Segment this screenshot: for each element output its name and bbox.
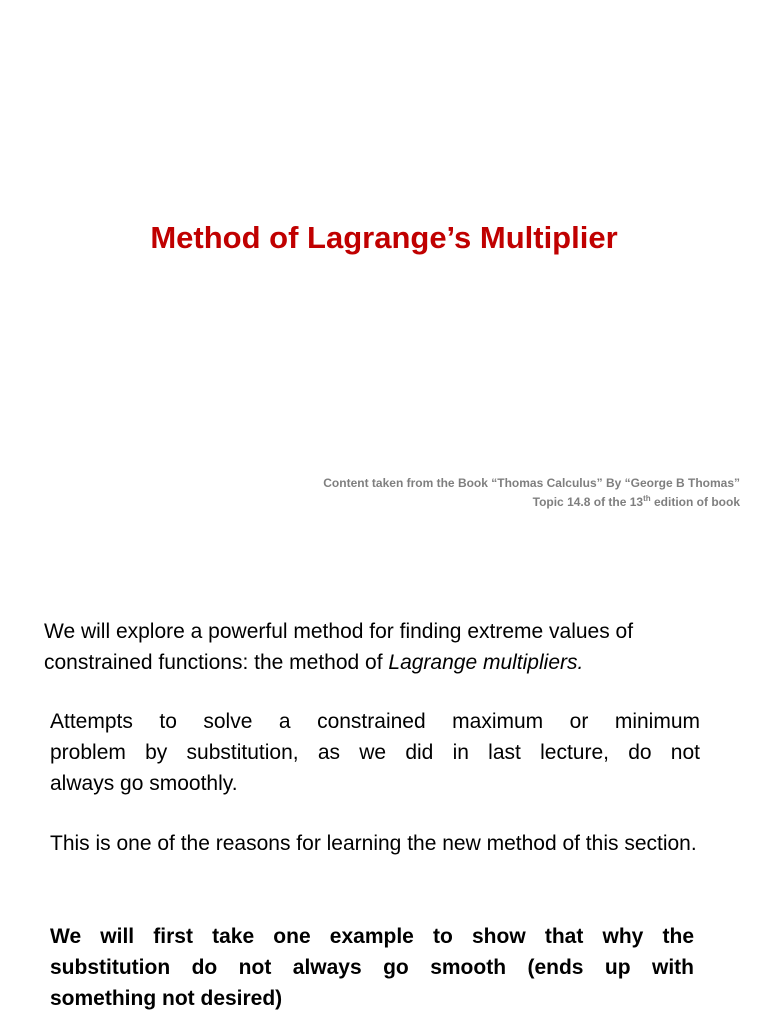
slide-title: Method of Lagrange’s Multiplier <box>150 220 618 255</box>
substitution-line: Attempts to solve a constrained maximum or minimum <box>50 710 700 733</box>
example-line: substitution do not always go smooth (ends up with <box>50 956 694 979</box>
example-paragraph <box>50 921 694 1014</box>
source-credit <box>323 474 740 512</box>
credit-topic-superscript: th <box>643 494 651 503</box>
credit-line-book: Content taken from the Book “Thomas Calculus” By “George B Thomas” <box>323 476 740 490</box>
substitution-line: always go smoothly. <box>50 772 238 795</box>
substitution-paragraph <box>50 706 700 799</box>
reason-paragraph: This is one of the reasons for learning the new method of this section. <box>50 832 697 855</box>
example-line: something not desired) <box>50 987 283 1010</box>
intro-paragraph <box>44 616 734 678</box>
credit-line-topic <box>323 493 740 512</box>
credit-topic-suffix: edition of book <box>650 495 740 509</box>
intro-italic-term: Lagrange multipliers. <box>388 651 584 674</box>
intro-text: We will explore a powerful method for finding extreme values of constrained functions: the method of <box>44 620 634 674</box>
credit-topic-prefix: Topic 14.8 of the 13 <box>532 495 644 509</box>
substitution-line: problem by substitution, as we did in last lecture, do not <box>50 741 700 764</box>
content-slide <box>0 578 768 1024</box>
example-line: We will first take one example to show that why the <box>50 925 694 948</box>
